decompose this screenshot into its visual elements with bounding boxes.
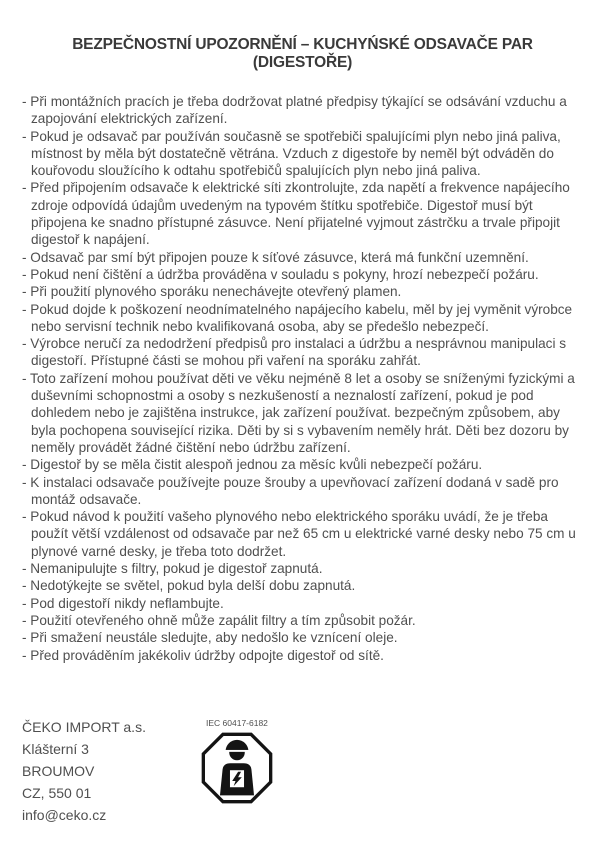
warning-item: - Odsavač par smí být připojen pouze k síťové zásuvce, která má funkční uzemnění.	[22, 249, 529, 265]
warning-list	[22, 93, 588, 664]
footer	[22, 716, 587, 826]
warning-item: - Použití otevřeného ohně může zapálit filtry a tím způsobit požár.	[22, 612, 416, 628]
warning-item: - Při použití plynového sporáku nenechávejte otevřený plamen.	[22, 284, 402, 300]
warning-item: - Nedotýkejte se světel, pokud byla delší dobu zapnutá.	[22, 578, 356, 594]
warning-item: - Před prováděním jakékoliv údržby odpojte digestoř od sítě.	[22, 647, 384, 663]
warning-item: - Výrobce neručí za nedodržení předpisů pro instalaci a údržbu a nesprávnou manipulaci s digestoří. Přístupné části se mohou při vaření na sporáku zahřát.	[22, 336, 567, 369]
warning-item: - Toto zařízení mohou používat děti ve věku nejméně 8 let a osoby se sníženými fyzickými a duševními schopnostmi a osoby s nezkušeností a neznalostí zařízení, pokud je pod dohledem nebo je zajištěna instrukce, jak zařízení používat. bezpečným způsobem, aby byla pochopena související rizika. Děti by si s vybavením neměly hrát. Děti bez dozoru by neměly provádět žádné čištění nebo údržbu zařízení.	[22, 370, 575, 455]
warning-item: - Nemanipulujte s filtry, pokud je digestoř zapnutá.	[22, 561, 323, 577]
warning-item: - Při montážních pracích je třeba dodržovat platné předpisy týkající se odsávání vzduchu a zapojování elektrických zařízení.	[22, 94, 567, 127]
iec-standard-label: IEC 60417-6182	[206, 717, 268, 728]
warning-item: - Pokud dojde k poškození neodnímatelného napájecího kabelu, měl by jej vyměnit výrobce nebo servisní technik nebo kvalifikovaná osoba, aby se předešlo nebezpečí.	[22, 301, 573, 334]
company-info	[22, 716, 146, 826]
iec-symbol-block	[194, 716, 280, 805]
warning-item: - Při smažení neustále sledujte, aby nedošlo ke vznícení oleje.	[22, 630, 398, 646]
address-street: Klášterní 3	[22, 740, 89, 757]
warning-item: - K instalaci odsavače používejte pouze šrouby a upevňovací zařízení dodaná v sadě pro montáž odsavače.	[22, 474, 559, 507]
address-city: BROUMOV	[22, 762, 95, 779]
company-name: ČEKO IMPORT a.s.	[22, 718, 146, 735]
warning-item: - Pokud není čištění a údržba prováděna v souladu s pokyny, hrozí nebezpečí požáru.	[22, 266, 539, 282]
warning-item: - Digestoř by se měla čistit alespoň jednou za měsíc kvůli nebezpečí požáru.	[22, 457, 483, 473]
address-country-zip: CZ, 550 01	[22, 784, 92, 801]
warning-item: - Pokud je odsavač par používán současně se spotřebiči spalujícími plyn nebo jiná paliva, místnost by měla být dostatečně větrána. Vzduch z digestoře by neměl být odváděn do kouřovodu sloužícího k odtahu spotřebičů spalujících plyn nebo jiná paliva.	[22, 128, 561, 179]
warning-item: - Před připojením odsavače k elektrické síti zkontrolujte, zda napětí a frekvence napájecího zdroje odpovídá údajům uvedeným na typovém štítku spotřebiče. Digestoř musí být připojena ke snadno přístupné zásuvce. Není přijatelné vyjmout zástrčku a trvale připojit digestoř k napájení.	[22, 180, 570, 248]
page-title: BEZPEČNOSTNÍ UPOZORNĚNÍ – KUCHYŃSKÉ ODSAVAČE PAR (DIGESTOŘE)	[72, 36, 533, 71]
warning-item: - Pokud návod k použití vašeho plynového nebo elektrického sporáku uvádí, že je třeba použít větší vzdálenost od odsavače par než 65 cm u elektrické varné desky nebo 75 cm u plynové varné desky, je třeba toto dodržet.	[22, 509, 576, 559]
warning-item: - Pod digestoří nikdy neflambujte.	[22, 595, 224, 611]
company-email: info@ceko.cz	[22, 806, 107, 823]
service-person-icon	[200, 731, 274, 805]
